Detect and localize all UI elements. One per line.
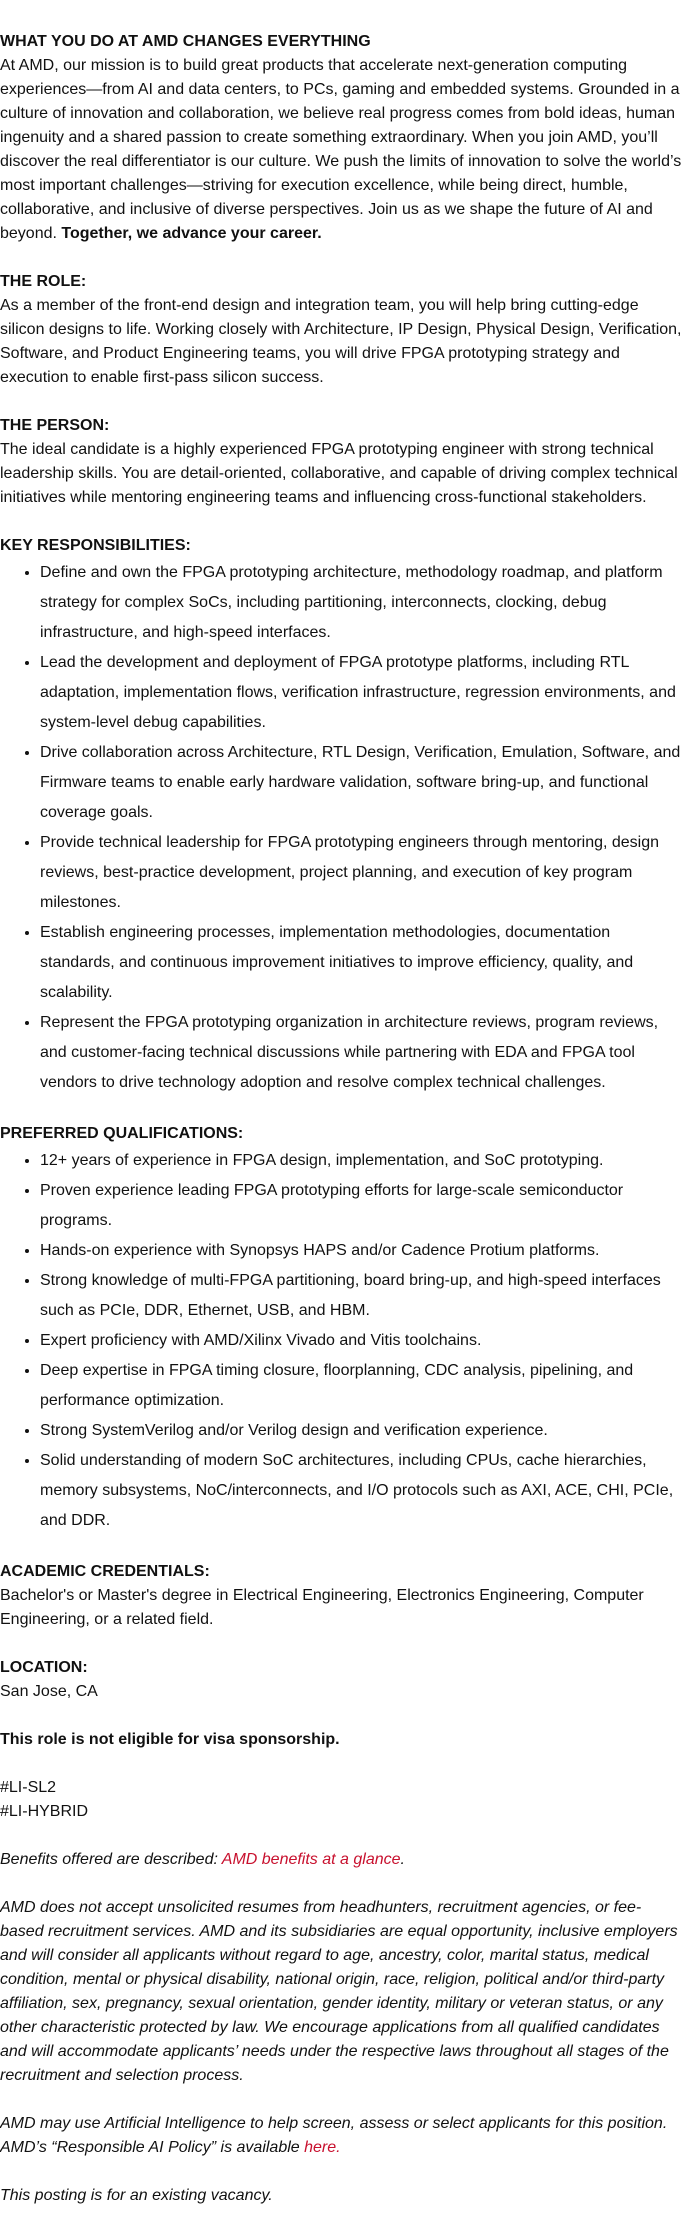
visa-notice: This role is not eligible for visa sponsorship. [0, 1731, 340, 1748]
section-heading-location: LOCATION: [0, 1659, 88, 1676]
section-heading-qualifications: PREFERRED QUALIFICATIONS: [0, 1125, 244, 1142]
eeo-statement: AMD does not accept unsolicited resumes from headhunters, recruitment agencies, or fee-based recruitment services. AMD and its subsidiaries are equal opportunity, inclusive employers and will consider all applicants without regard to age, ancestry, color, marital status, medical condition, mental or physical disability, national origin, race, religion, political and/or third-party affiliation, sex, pregnancy, sexual orientation, gender identity, military or veteran status, or any other characteristic protected by law. We encourage applications from all qualified candidates and will accommodate applicants’ needs under the respective laws throughout all stages of the recruitment and selection process. [0, 1899, 678, 2084]
ai-policy-statement [0, 2112, 683, 2160]
section-heading-person: THE PERSON: [0, 417, 110, 434]
list-item: • Represent the FPGA prototyping organization in architecture reviews, program reviews, and customer-facing technical discussions while partnering with EDA and FPGA tool vendors to drive technology adoption and resolve complex technical challenges. [40, 1008, 683, 1098]
list-item: • Lead the development and deployment of FPGA prototype platforms, including RTL adaptation, implementation flows, verification infrastructure, regression environments, and system-level debug capabilities. [40, 648, 683, 738]
responsibilities-list [0, 558, 683, 1098]
list-item: • Provide technical leadership for FPGA prototyping engineers through mentoring, design reviews, best-practice development, project planning, and execution of key program milestones. [40, 828, 683, 918]
mission-text: At AMD, our mission is to build great products that accelerate next-generation computing experiences—from AI and data centers, to PCs, gaming and embedded systems. Grounded in a culture of innovation and collaboration, we believe real progress comes from bold ideas, human ingenuity and a shared passion to create something extraordinary. When you join AMD, you’ll discover the real differentiator is our culture. We push the limits of innovation to solve the world’s most important challenges—striving for execution excellence, while being direct, humble, collaborative, and inclusive of diverse perspectives. Join us as we shape the future of AI and beyond. [0, 57, 682, 242]
list-item: • Solid understanding of modern SoC architectures, including CPUs, cache hierarchies, memory subsystems, NoC/interconnects, and I/O protocols such as AXI, ACE, CHI, PCIe, and DDR. [40, 1446, 683, 1536]
list-item: • Drive collaboration across Architecture, RTL Design, Verification, Emulation, Software, and Firmware teams to enable early hardware validation, software bring-up, and functional coverage goals. [40, 738, 683, 828]
list-item: • Proven experience leading FPGA prototyping efforts for large-scale semiconductor programs. [40, 1176, 683, 1236]
qualifications-list [0, 1146, 683, 1536]
benefits-link[interactable]: AMD benefits at a glance [221, 1851, 401, 1868]
list-item: • Hands-on experience with Synopsys HAPS and/or Cadence Protium platforms. [40, 1236, 683, 1266]
ai-policy-link[interactable]: here. [304, 2139, 341, 2156]
list-item: • Expert proficiency with AMD/Xilinx Vivado and Vitis toolchains. [40, 1326, 683, 1356]
mission-tagline: Together, we advance your career. [61, 225, 322, 242]
benefits-suffix: . [400, 1851, 405, 1868]
role-paragraph: As a member of the front-end design and integration team, you will help bring cutting-edge silicon designs to life. Working closely with Architecture, IP Design, Physical Design, Verification, Software, and Product Engineering teams, you will drive FPGA prototyping strategy and execution to enable first-pass silicon success. [0, 297, 682, 386]
list-item: • Strong knowledge of multi-FPGA partitioning, board bring-up, and high-speed interfaces such as PCIe, DDR, Ethernet, USB, and HBM. [40, 1266, 683, 1326]
hashtag-hybrid: #LI-HYBRID [0, 1803, 89, 1820]
section-heading-role: THE ROLE: [0, 273, 87, 290]
academic-paragraph: Bachelor's or Master's degree in Electrical Engineering, Electronics Engineering, Computer Engineering, or a related field. [0, 1587, 644, 1628]
list-item: • Define and own the FPGA prototyping architecture, methodology roadmap, and platform strategy for complex SoCs, including partitioning, interconnects, clocking, debug infrastructure, and high-speed interfaces. [40, 558, 683, 648]
person-paragraph: The ideal candidate is a highly experienced FPGA prototyping engineer with strong technical leadership skills. You are detail-oriented, collaborative, and capable of driving complex technical initiatives while mentoring engineering teams and influencing cross-functional stakeholders. [0, 441, 678, 506]
ai-policy-text: AMD may use Artificial Intelligence to help screen, assess or select applicants for this position. AMD’s “Responsible AI Policy” is available [0, 2115, 668, 2156]
benefits-line [0, 1848, 683, 1872]
section-heading-academic: ACADEMIC CREDENTIALS: [0, 1563, 210, 1580]
mission-paragraph [0, 54, 683, 246]
location-value: San Jose, CA [0, 1683, 98, 1700]
hashtag-sl2: #LI-SL2 [0, 1779, 57, 1796]
list-item: • Deep expertise in FPGA timing closure, floorplanning, CDC analysis, pipelining, and performance optimization. [40, 1356, 683, 1416]
vacancy-notice: This posting is for an existing vacancy. [0, 2187, 273, 2204]
list-item: • 12+ years of experience in FPGA design, implementation, and SoC prototyping. [40, 1146, 683, 1176]
benefits-prefix: Benefits offered are described: [0, 1851, 222, 1868]
list-item: • Establish engineering processes, implementation methodologies, documentation standards, and continuous improvement initiatives to improve efficiency, quality, and scalability. [40, 918, 683, 1008]
section-heading-responsibilities: KEY RESPONSIBILITIES: [0, 537, 191, 554]
list-item: • Strong SystemVerilog and/or Verilog design and verification experience. [40, 1416, 683, 1446]
section-heading-mission: WHAT YOU DO AT AMD CHANGES EVERYTHING [0, 33, 371, 50]
